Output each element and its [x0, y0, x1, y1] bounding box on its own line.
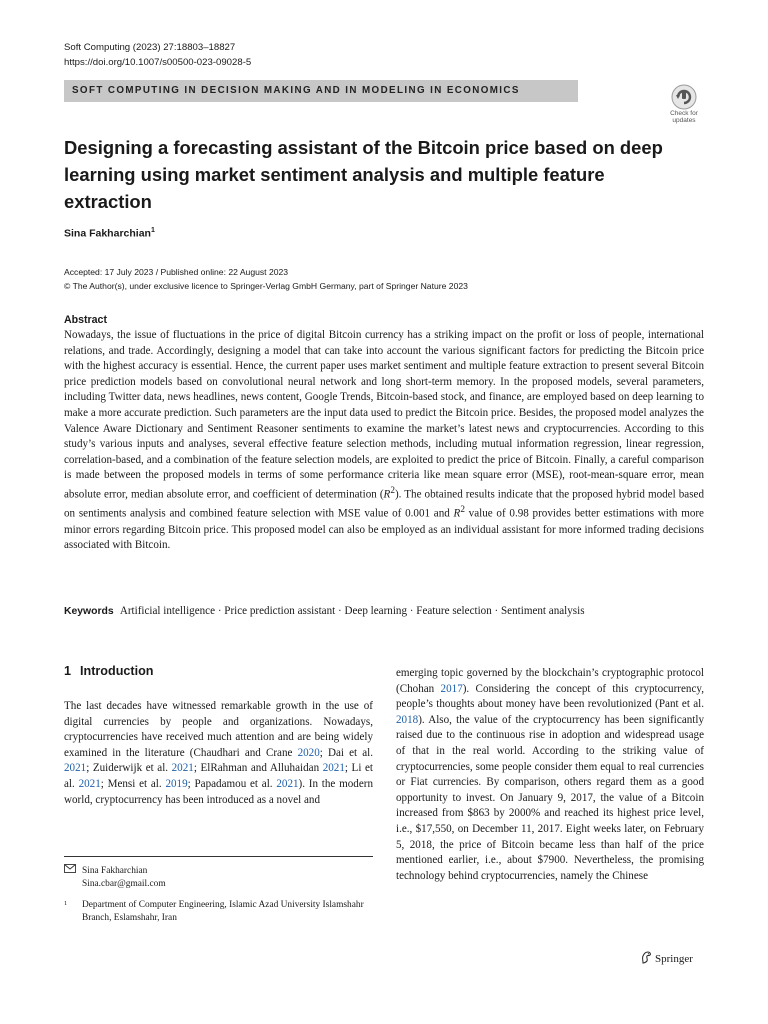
r-squared-exponent-2: 2	[460, 505, 465, 516]
keyword-item: Feature selection	[416, 605, 492, 617]
keyword-item: Sentiment analysis	[501, 605, 585, 617]
intro-paragraph-right	[396, 666, 704, 884]
keyword-item: Price prediction assistant	[224, 605, 336, 617]
abstract	[64, 313, 704, 554]
text-run: ; Li et al.	[64, 762, 373, 790]
journal-info	[64, 40, 251, 70]
author-name[interactable]: Sina Fakharchian	[64, 227, 151, 240]
contact-name: Sina Fakharchian	[82, 866, 148, 876]
citation-link[interactable]: 2021	[171, 762, 194, 775]
accepted-published-line: Accepted: 17 July 2023 / Published online: 22 August 2023	[64, 267, 289, 277]
section-title: Introduction	[80, 664, 154, 678]
journal-citation: Soft Computing (2023) 27:18803–18827	[64, 42, 236, 53]
corresponding-author	[64, 864, 166, 891]
citation-link[interactable]: 2017	[440, 682, 463, 695]
text-run: ; ElRahman and Alluhaidan	[193, 762, 323, 775]
text-run: The last decades have witnessed remarkable growth in the use of digital currencies by people and organizations. Nowadays, cryptocurrencies have received much attention and are being widely examined in the literature (Chaudhari and Crane	[64, 700, 373, 759]
section-band	[64, 80, 578, 102]
keywords	[64, 604, 714, 619]
keyword-separator: ·	[338, 605, 342, 617]
check-updates-line1: Check for	[670, 110, 698, 117]
text-run: ; Zuiderwijk et al.	[86, 762, 172, 775]
citation-link[interactable]: 2021	[78, 777, 101, 790]
check-for-updates-icon	[671, 84, 697, 110]
abstract-text-part-a: Nowadays, the issue of fluctuations in the price of digital Bitcoin currency has a striking impact on the profit or loss of people, international relations, and trade. Accordingly, designing a model that can take into account the various significant factors for predicting the Bitcoin price with the highest accuracy is essential. Hence, the current paper uses market sentiment and multiple feature extraction to present several Bitcoin price prediction models based on convolutional neural network and long short-term memory. In the proposed models, several parameters, including Twitter data, news headlines, news content, Google Trends, Bitcoin-based stock, and finance, are employed based on deep learning to make a more accurate prediction. Such parameters are the input data used to predict the Bitcoin price. Besides, the proposed model analyzes the Valence Aware Dictionary and Sentiment Reasoner sentiments to examine the market’s latest news and cryptocurrencies. According to this study’s various inputs and analyses, several effective feature selection methods, including mutual information regression, linear regression, correlation-based, and a combination of the feature selection models, are exploited to predict the price of Bitcoin. Finally, a careful comparison is made between the proposed models in terms of some performance criteria like mean square error (MSE), root-mean-square error, mean absolute error, median absolute error, and coefficient of determination (	[64, 329, 704, 501]
publisher-name: Springer	[655, 953, 693, 965]
r-squared-symbol-2: R	[453, 507, 461, 520]
citation-link[interactable]: 2018	[396, 713, 419, 726]
text-run: ; Papadamou et al.	[187, 777, 277, 790]
paper-title: Designing a forecasting assistant of the Bitcoin price based on deep learning using market sentiment analysis and multiple feature extraction	[64, 137, 663, 212]
doi-link[interactable]: https://doi.org/10.1007/s00500-023-09028-5	[64, 57, 252, 68]
citation-link[interactable]: 2021	[322, 762, 345, 775]
affiliation-number: 1	[64, 900, 68, 907]
r-squared-exponent: 2	[390, 485, 395, 496]
keyword-item: Artificial intelligence	[119, 605, 216, 617]
citation-link[interactable]: 2020	[297, 746, 320, 759]
intro-right-column	[396, 666, 704, 884]
citation-link[interactable]: 2021	[64, 762, 87, 775]
section-heading-introduction	[64, 664, 153, 678]
author-affiliation-mark: 1	[150, 227, 155, 234]
publisher-footer	[640, 951, 693, 967]
text-run: ; Mensi et al.	[100, 777, 166, 790]
r-squared-symbol: R	[383, 488, 391, 501]
check-for-updates-badge[interactable]	[664, 84, 704, 124]
text-run: ). Considering the concept of this cryptocurrency, people’s thoughts about money have been revolutionized (Pant et al.	[396, 682, 704, 711]
keyword-separator: ·	[217, 605, 222, 617]
affiliation	[64, 899, 373, 925]
keyword-item: Deep learning	[344, 605, 408, 617]
springer-horse-icon	[640, 951, 652, 967]
keywords-label: Keywords	[64, 606, 114, 617]
copyright-line: © The Author(s), under exclusive licence to Springer-Verlag GmbH Germany, part of Springer Nature 2023	[64, 281, 468, 291]
footnote-divider	[64, 856, 373, 857]
abstract-text-part-b: ). The obtained results indicate that the proposed hybrid model based on sentiments analysis and combined feature selection with MSE value of 0.001 and	[64, 488, 704, 520]
keyword-separator: ·	[409, 605, 414, 617]
intro-paragraph-left	[64, 699, 373, 808]
envelope-icon	[64, 864, 82, 878]
check-updates-line2: updates	[672, 117, 696, 124]
affiliation-text: Department of Computer Engineering, Islamic Azad University Islamshahr Branch, Eslamshahr, Iran	[82, 900, 364, 923]
citation-link[interactable]: 2021	[276, 777, 299, 790]
abstract-text-part-c: value of 0.98 provides better estimations with more minor errors regarding Bitcoin price. This proposed model can also be employed as an individual assistant for more informed trading decisions associated with Bitcoin.	[64, 507, 704, 552]
text-run: ; Dai et al.	[319, 746, 373, 759]
keyword-separator: ·	[494, 605, 499, 617]
text-run: emerging topic governed by the blockchain’s cryptographic protocol (Chohan	[396, 667, 704, 695]
publication-dates	[64, 265, 468, 293]
abstract-text	[64, 328, 704, 554]
section-label: SOFT COMPUTING IN DECISION MAKING AND IN MODELING IN ECONOMICS	[72, 85, 520, 96]
citation-link[interactable]: 2019	[165, 777, 188, 790]
abstract-heading: Abstract	[64, 314, 107, 326]
section-number: 1	[64, 664, 72, 678]
text-run: ). Also, the value of the cryptocurrency has been significantly raised due to the continuous rise in adoption and widespread usage of that in the real world. According to the striking value of cryptocurrencies, some people consider them equal to real currencies or Fiat currencies. By comparison, others regard them as a good opportunity to invest. On January 9, 2017, the value of a Bitcoin increased from $863 by 2000% and reached its highest price level, i.e., $17,550, on December 11, 2017. Eight weeks later, on February 5, 2018, the price of Bitcoin became less than half of the price mentioned earlier, i.e., about $7900. Nevertheless, the promising technology behind cryptocurrencies, namely the Chinese	[396, 713, 704, 882]
text-run: ). In the modern world, cryptocurrency has been introduced as a novel and	[64, 777, 373, 806]
author-line	[64, 227, 155, 240]
contact-email[interactable]: Sina.cbar@gmail.com	[82, 879, 166, 889]
intro-left-column	[64, 699, 373, 808]
